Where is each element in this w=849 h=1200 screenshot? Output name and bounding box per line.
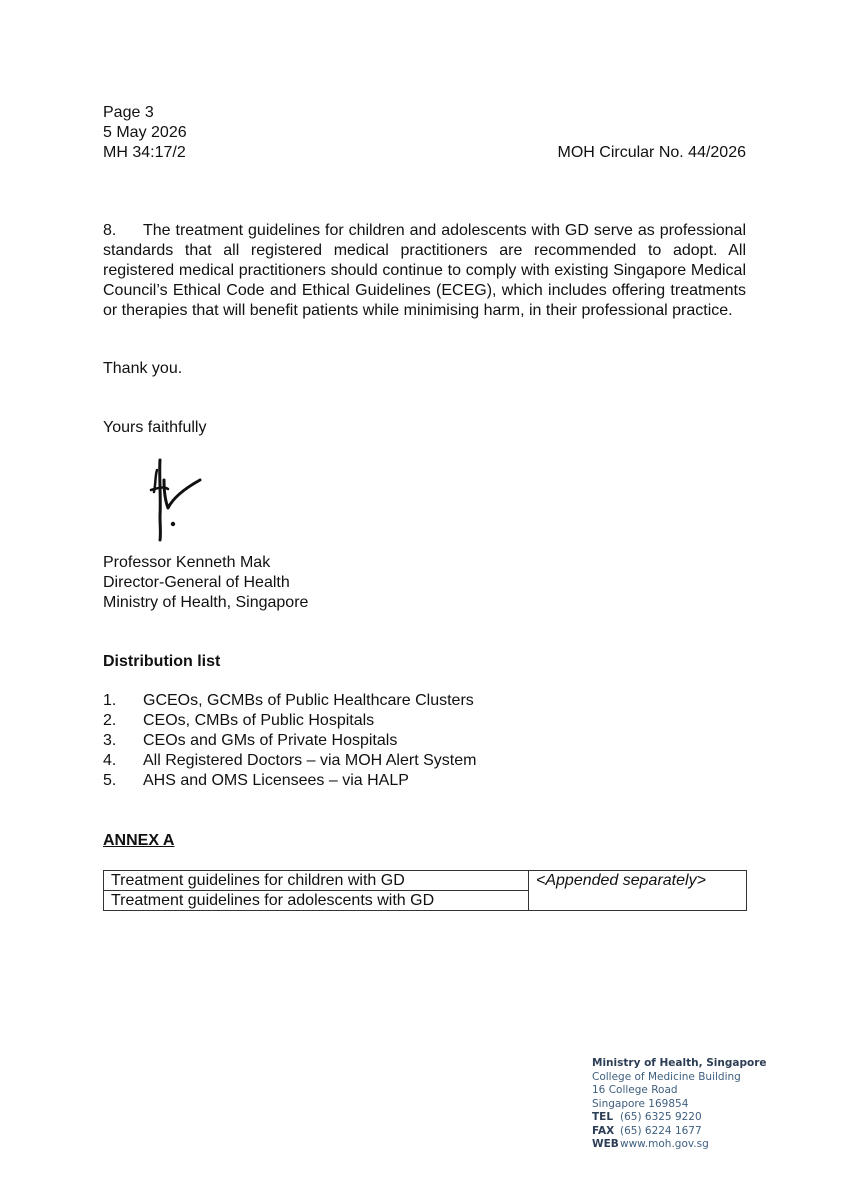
list-item: 3. CEOs and GMs of Private Hospitals [103,732,398,749]
paragraph-text: The treatment guidelines for children and adolescents with GD serve as professional standards that all registered medical practitioners are recommended to adopt. All registered medical practitioners should continue to comply with existing Singapore Medical Council’s Ethical Code and Ethical Guidelines (ECEG), which includes offering treatments or therapies that will benefit patients while minimising harm, in their professional practice. [103,222,746,319]
footer-address [592,1057,767,1152]
footer-website-link[interactable]: www.moh.gov.sg [620,1138,709,1150]
footer-web: WEBwww.moh.gov.sg [592,1138,709,1150]
annex-row-adolescents: Treatment guidelines for adolescents with GD [104,891,529,911]
list-item: 1. GCEOs, GCMBs of Public Healthcare Clusters [103,692,474,709]
annex-note: <Appended separately> [529,871,747,911]
signature-image [140,456,210,544]
footer-building: College of Medicine Building [592,1070,741,1083]
reference-number: MH 34:17/2 [103,144,186,161]
page-number: Page 3 [103,104,154,121]
footer-road: 16 College Road [592,1084,678,1096]
paragraph-number: 8. [103,222,117,239]
annex-table [103,870,747,911]
footer-fax: FAX (65) 6224 1677 [592,1124,702,1137]
signatory-title: Director-General of Health [103,574,290,591]
circular-date: 5 May 2026 [103,124,187,141]
annex-heading: ANNEX A [103,832,175,849]
salutation: Yours faithfully [103,419,207,436]
paragraph-8 [103,221,746,321]
list-item: 2. CEOs, CMBs of Public Hospitals [103,712,375,729]
table-row [104,871,747,891]
signatory-organisation: Ministry of Health, Singapore [103,594,309,611]
signatory-name: Professor Kenneth Mak [103,554,271,571]
thank-you: Thank you. [103,360,183,377]
distribution-heading: Distribution list [103,653,221,670]
list-item: 5. AHS and OMS Licensees – via HALP [103,772,409,789]
footer-organisation: Ministry of Health, Singapore [592,1057,767,1069]
annex-row-children: Treatment guidelines for children with GD [104,871,529,891]
footer-tel: TEL (65) 6325 9220 [592,1111,702,1123]
circular-number: MOH Circular No. 44/2026 [557,144,746,161]
list-item: 4. All Registered Doctors – via MOH Alert System [103,752,477,769]
footer-city: Singapore 169854 [592,1097,689,1110]
